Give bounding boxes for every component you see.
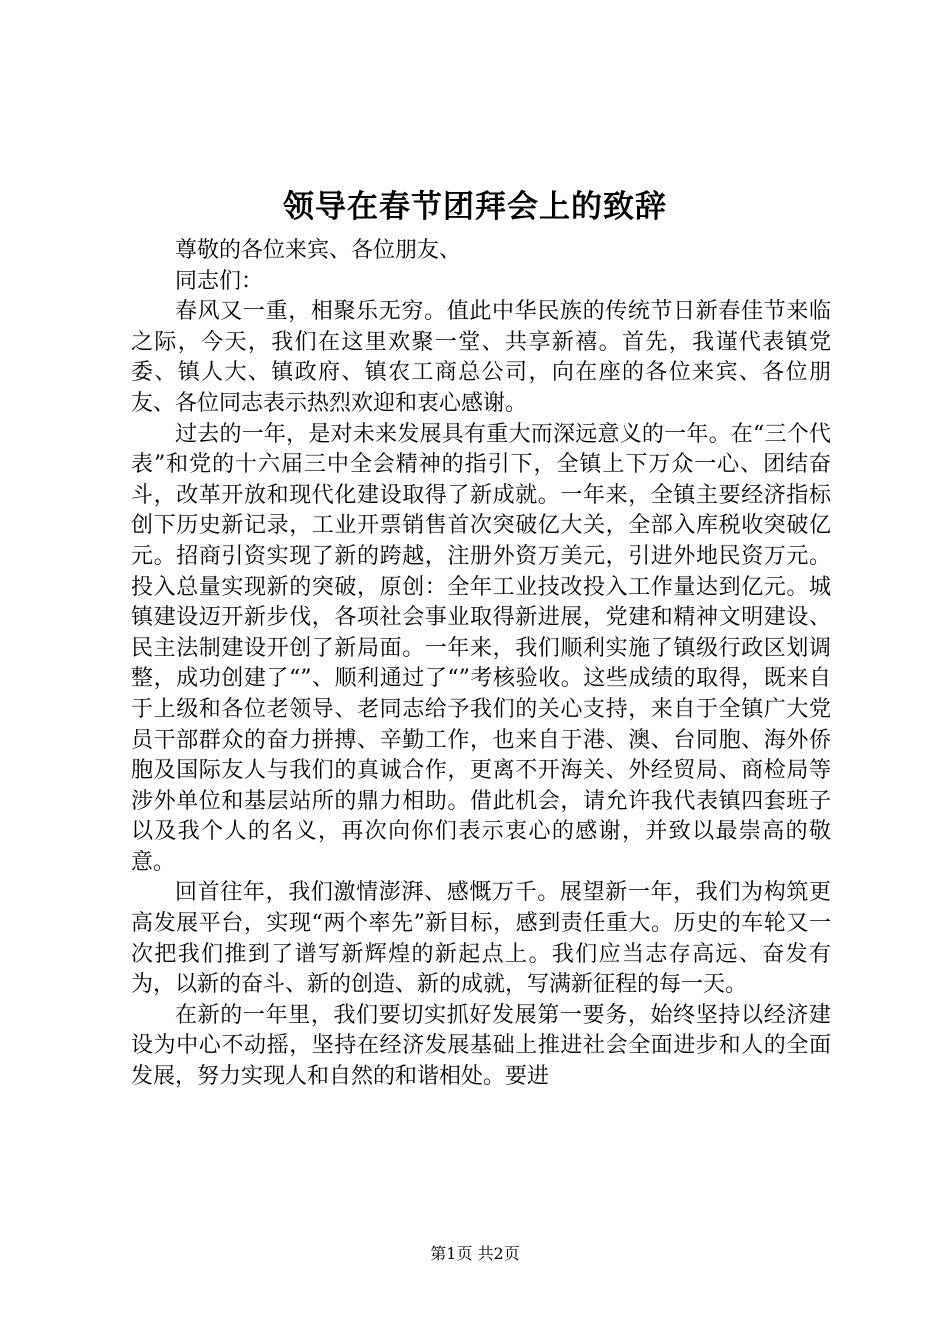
salutation-line-2: 同志们：	[175, 268, 264, 294]
document-body	[131, 236, 831, 1093]
page-number-footer: 第1页 共2页	[430, 1244, 520, 1263]
document-title: 领导在春节团拜会上的致辞	[283, 189, 667, 225]
paragraph-opening: 春风又一重，相聚乐无穷。值此中华民族的传统节日新春佳节来临之际，今天，我们在这里欢聚一堂、共享新禧。首先，我谨代表镇党委、镇人大、镇政府、镇农工商总公司，向在座的各位来宾、各位朋友、各位同志表示热烈欢迎和衷心感谢。	[131, 299, 831, 416]
paragraph-outlook: 回首往年，我们激情澎湃、感慨万千。展望新一年，我们为构筑更高发展平台，实现“两个率先”新目标，感到责任重大。历史的车轮又一次把我们推到了谱写新辉煌的新起点上。我们应当志存高远、奋发有为，以新的奋斗、新的创造、新的成就，写满新征程的每一天。	[131, 880, 831, 998]
paragraph-new-year: 在新的一年里，我们要切实抓好发展第一要务，始终坚持以经济建设为中心不动摇，坚持在经济发展基础上推进社会全面进步和人的全面发展，努力实现人和自然的和谐相处。要进	[131, 1002, 831, 1090]
paragraph-past-year: 过去的一年，是对未来发展具有重大而深远意义的一年。在“三个代表”和党的十六届三中全会精神的指引下，全镇上下万众一心、团结奋斗，改革开放和现代化建设取得了新成就。一年来，全镇主要经济指标创下历史新记录，工业开票销售首次突破亿大关，全部入库税收突破亿元。招商引资实现了新的跨越，注册外资万美元，引进外地民资万元。投入总量实现新的突破，原创：全年工业技改投入工作量达到亿元。城镇建设迈开新步伐，各项社会事业取得新进展，党建和精神文明建设、民主法制建设开创了新局面。一年来，我们顺利实施了镇级行政区划调整，成功创建了“”、顺利通过了“”考核验收。这些成绩的取得，既来自于上级和各位老领导、老同志给予我们的关心支持，来自于全镇广大党员干部群众的奋力拼搏、辛勤工作，也来自于港、澳、台同胞、海外侨胞及国际友人与我们的真诚合作，更离不开海关、外经贸局、商检局等涉外单位和基层站所的鼎力相助。借此机会，请允许我代表镇四套班子以及我个人的名义，再次向你们表示衷心的感谢，并致以最崇高的敬意。	[131, 421, 831, 875]
salutation-line-1: 尊敬的各位来宾、各位朋友、	[175, 238, 462, 263]
